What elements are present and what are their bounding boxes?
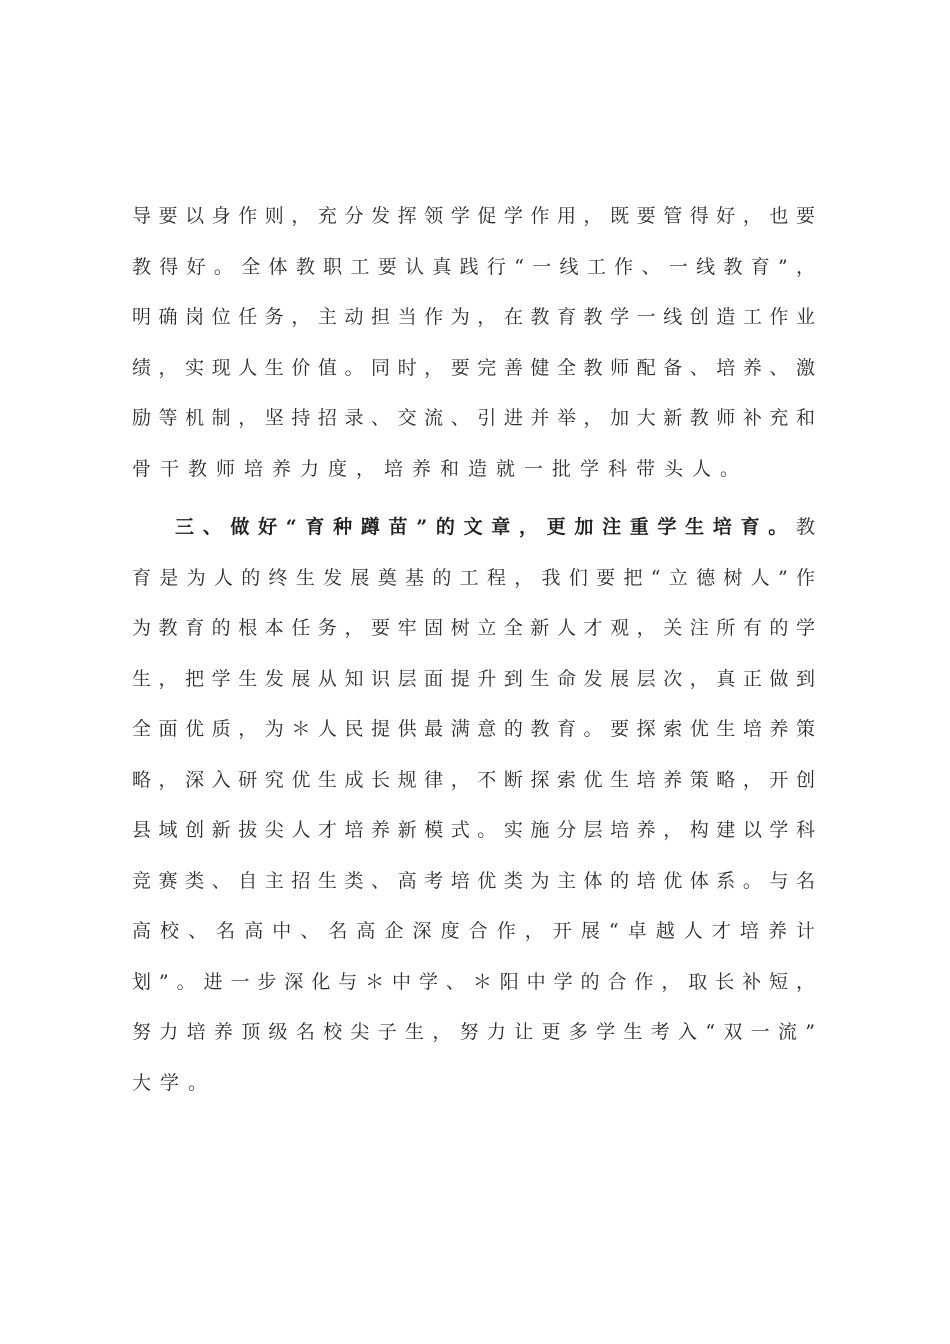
- text-line: 导要以身作则，充分发挥领学促学作用，既要管得好，也要: [132, 205, 816, 227]
- text-line: 略，深入研究优生成长规律，不断探索优生培养策略，开创: [132, 769, 816, 791]
- heading-line-continuation: 教: [795, 516, 816, 538]
- text-line: 生，把学生发展从知识层面提升到生命发展层次，真正做到: [132, 668, 816, 690]
- text-line: 竞赛类、自主招生类、高考培优类为主体的培优体系。与名: [132, 870, 816, 892]
- heading-line: [175, 512, 816, 542]
- text-line: 为教育的根本任务，要牢固树立全新人才观，关注所有的学: [132, 617, 816, 639]
- text-line: 努力培养顶级名校尖子生，努力让更多学生考入“双一流”: [132, 1021, 816, 1043]
- text-line: 绩，实现人生价值。同时，要完善健全教师配备、培养、激: [132, 357, 816, 379]
- text-line: 划”。进一步深化与＊中学、＊阳中学的合作，取长补短，: [132, 971, 816, 993]
- text-line: 县域创新拔尖人才培养新模式。实施分层培养，构建以学科: [132, 819, 816, 841]
- text-line: 高校、名高中、名高企深度合作，开展“卓越人才培养计: [132, 920, 816, 942]
- section-heading: 三、做好“育种蹲苗”的文章，更加注重学生培育。: [175, 516, 796, 538]
- text-line: 大学。: [132, 1072, 217, 1094]
- text-line: 骨干教师培养力度，培养和造就一批学科带头人。: [132, 458, 749, 480]
- text-line: 全面优质，为＊人民提供最满意的教育。要探索优生培养策: [132, 718, 816, 740]
- text-line: 明确岗位任务，主动担当作为，在教育教学一线创造工作业: [132, 306, 816, 328]
- text-line: 育是为人的终生发展奠基的工程，我们要把“立德树人”作: [132, 567, 816, 589]
- text-line: 励等机制，坚持招录、交流、引进并举，加大新教师补充和: [132, 407, 816, 429]
- text-line: 教得好。全体教职工要认真践行“一线工作、一线教育”，: [132, 256, 816, 278]
